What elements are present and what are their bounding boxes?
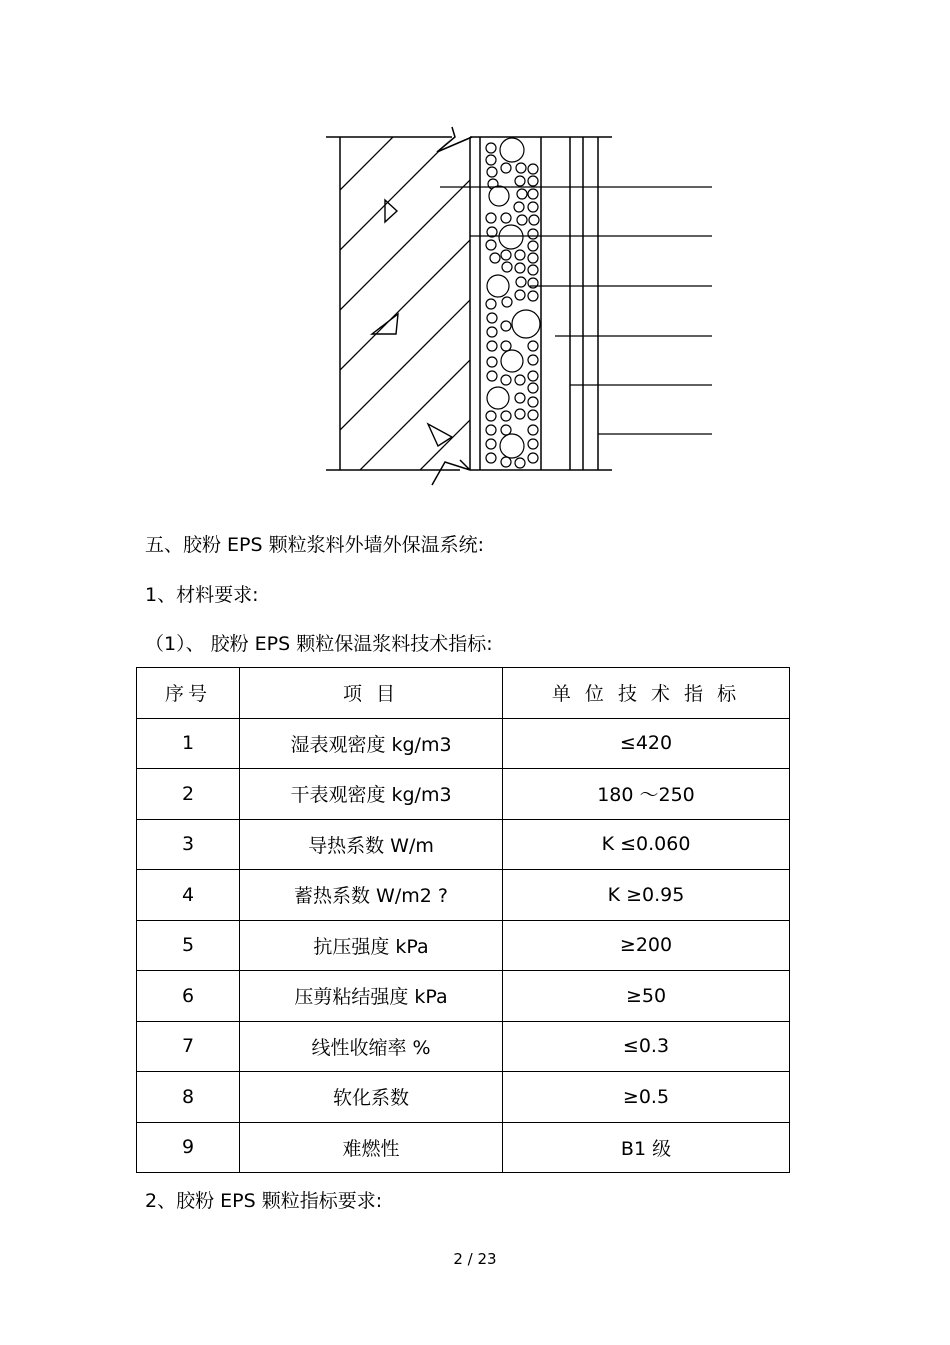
row-no: 7 (137, 1021, 240, 1072)
table-row (137, 769, 790, 820)
row-spec: K ≤0.060 (503, 819, 790, 870)
table-row (137, 1021, 790, 1072)
row-no: 4 (137, 870, 240, 921)
row-item: 软化系数 (240, 1072, 503, 1123)
row-no: 8 (137, 1072, 240, 1123)
row-no: 9 (137, 1122, 240, 1173)
row-spec: ≥0.5 (503, 1072, 790, 1123)
row-item: 干表观密度 kg/m3 (240, 769, 503, 820)
section-heading: 五、胶粉 EPS 颗粒浆料外墙外保温系统: (145, 534, 485, 556)
row-spec: ≤0.3 (503, 1021, 790, 1072)
table-row (137, 920, 790, 971)
aggregate-triangles (372, 200, 452, 446)
row-spec: ≤420 (503, 718, 790, 769)
row-spec: K ≥0.95 (503, 870, 790, 921)
material-heading: 1、材料要求: (145, 584, 259, 606)
row-item: 难燃性 (240, 1122, 503, 1173)
table-header-row (137, 668, 790, 719)
page-number: 2 / 23 (453, 1250, 497, 1268)
row-spec: ≥50 (503, 971, 790, 1022)
row-spec: B1 级 (503, 1122, 790, 1173)
table-title: （1）、 胶粉 EPS 颗粒保温浆料技术指标: (145, 633, 493, 655)
row-no: 3 (137, 819, 240, 870)
header-no: 序号 (137, 668, 240, 719)
spec-table (136, 667, 790, 1173)
row-item: 压剪粘结强度 kPa (240, 971, 503, 1022)
next-heading: 2、胶粉 EPS 颗粒指标要求: (145, 1190, 383, 1212)
header-item: 项 目 (240, 668, 503, 719)
wall-section-diagram (0, 0, 950, 500)
table-row (137, 870, 790, 921)
row-item: 湿表观密度 kg/m3 (240, 718, 503, 769)
row-item: 抗压强度 kPa (240, 920, 503, 971)
table-row (137, 718, 790, 769)
leader-lines (440, 187, 712, 434)
table-row (137, 819, 790, 870)
break-line-bottom (432, 460, 470, 485)
row-spec: 180 ～250 (503, 769, 790, 820)
break-line-top (437, 127, 472, 152)
table-row (137, 971, 790, 1022)
table-row (137, 1072, 790, 1123)
row-no: 6 (137, 971, 240, 1022)
header-spec: 单 位 技 术 指 标 (503, 668, 790, 719)
row-spec: ≥200 (503, 920, 790, 971)
row-item: 蓄热系数 W/m2 ? (240, 870, 503, 921)
row-no: 1 (137, 718, 240, 769)
row-item: 线性收缩率 % (240, 1021, 503, 1072)
row-no: 2 (137, 769, 240, 820)
row-item: 导热系数 W/m (240, 819, 503, 870)
table-row (137, 1122, 790, 1173)
row-no: 5 (137, 920, 240, 971)
